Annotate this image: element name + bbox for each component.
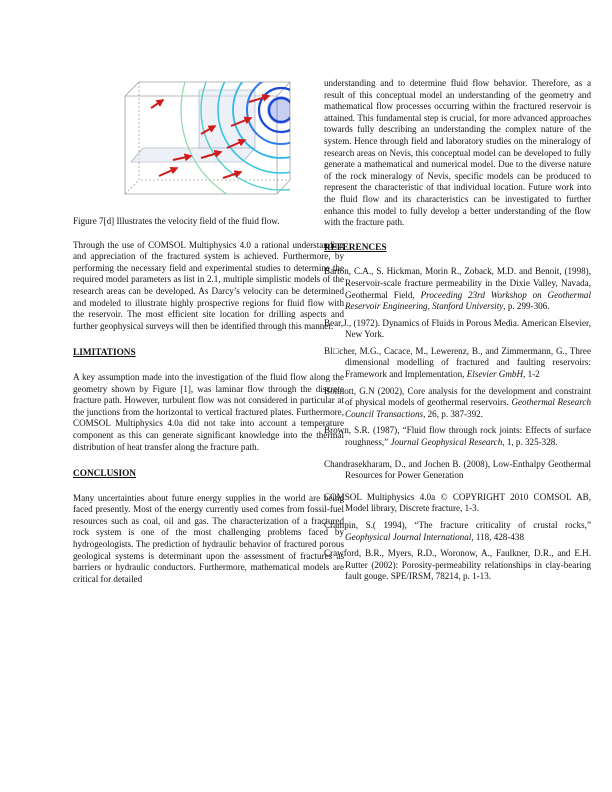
continuation-paragraph: understanding and to determine fluid flow behavior. Therefore, as a result of this conceptual model an understanding of the geometry and mathematical flow processes occurring within the fractured reservoir is attained. This fundamental step is crucial, for more advanced approaches towards fully describing an understanding the complex nature of the system. Hence through field and laboratory studies on the mineralogy of research areas on Nevis, this conceptual model can be developed to fully generate a mathematical and numerical model. Due to the diverse nature of the rock mineralogy of Nevis, specific models can be produced to represent the characteristic of that individual location. Future work into the fluid flow and its characteristics can be investigated to further enhance this model to fully develop a better understanding of the flow with the fracture path. [324,78,591,228]
reference-item: Crampin, S.( 1994), “The fracture criticality of crustal rocks,” Geophysical Journal International, 118, 428-438 [324,520,591,542]
intro-paragraph: Through the use of COMSOL Multiphysics 4.0 a rational understanding and appreciation of the fractured system is achieved. Furthermore, by performing the necessary field and experimental studies to determine the required model parameters as list in 2.1, multiple simplistic models of the research areas can be developed. As Darcy’s velocity can be determined and modeled to illustrate highly prospective regions for fluid flow with the reservoir. The most efficient site location for drilling aspects and further geophysical surveys will then be identified through this manner. [73,239,344,331]
references-heading: REFERENCES [324,242,387,253]
velocity-field-plot [73,78,344,208]
conclusion-paragraph: Many uncertainties about future energy supplies in the world are being faced presently. Most of the energy currently used comes from fossil-fuel resources such as coal, oil and gas. The characterization of a fractured rock system is one of the most challenging problems faced by hydrogeologists. The prediction of hydraulic behavior of fractured porous geological systems is determinant upon the assessment of fractures as barriers or hydraulic conductors. Furthermore, mathematical models are critical for detailed [73,492,344,584]
reference-item: Bl□cher, M.G., Cacace, M., Lewerenz, B., and Zimmermann, G., Three dimensional modelling of fractured and faulting reservoirs: Framework and Implementation, Elsevier GmbH, 1-2 [324,345,591,380]
reference-item: Brown, S.R. (1987), “Fluid flow through rock joints: Effects of surface roughness,” Journal Geophysical Research, 1, p. 325-328. [324,425,591,448]
reference-list [324,266,591,583]
conclusion-heading: CONCLUSION [73,469,137,480]
reference-item: Bear,J., (1972). Dynamics of Fluids in Porous Media. American Elsevier, New York. [324,317,591,340]
limitations-heading: LIMITATIONS [73,348,136,359]
right-column [324,78,591,588]
limitations-paragraph: A key assumption made into the investigation of the fluid flow along the geometry shown by Figure [1], was laminar flow through the discrete fracture path. However, turbulent flow was not considered in particular at the junctions from the horizontal to vertical fractured plates. Furthermore, COMSOL Multiphysics 4.0a did not take into account a temperature component as this can generate significant knowledge into the thermal distribution of heat transfer along the fracture path. [73,371,344,452]
figure-caption: Figure 7[d] Illustrates the velocity field of the fluid flow. [73,216,280,226]
reference-item: Boitnott, G.N (2002), Core analysis for the development and constraint of physical models of geothermal reservoirs. Geothermal Research Council Transactions, 26, p. 387-392. [324,385,591,419]
reference-item: COMSOL Multiphysics 4.0a © COPYRIGHT 2010 COMSOL AB, Model library, Discrete fracture, 1-3. [324,491,591,514]
reference-item: Barton, C.A., S. Hickman, Morin R., Zoback, M.D. and Benoit, (1998), Reservoir-scale fracture permeability in the Dixie Valley, Navada, Geothermal Field, Proceeding 23rd Workshop on Geothermal Reservoir Engineering, Stanford University, p. 299-306. [324,266,591,312]
velocity-field-figure [73,78,344,208]
left-column [73,78,344,599]
reference-item: Crawford, B.R., Myers, R.D., Woronow, A., Faulkner, D.R., and E.H. Rutter (2002): Porosity-permeability relationships in clay-bearing fault gouge. SPE/IRSM, 78214, p. 1-13. [324,548,591,582]
reference-item: Chandrasekharam, D., and Jochen B. (2008), Low-Enthalpy Geothermal Resources for Power Generation [324,458,591,481]
